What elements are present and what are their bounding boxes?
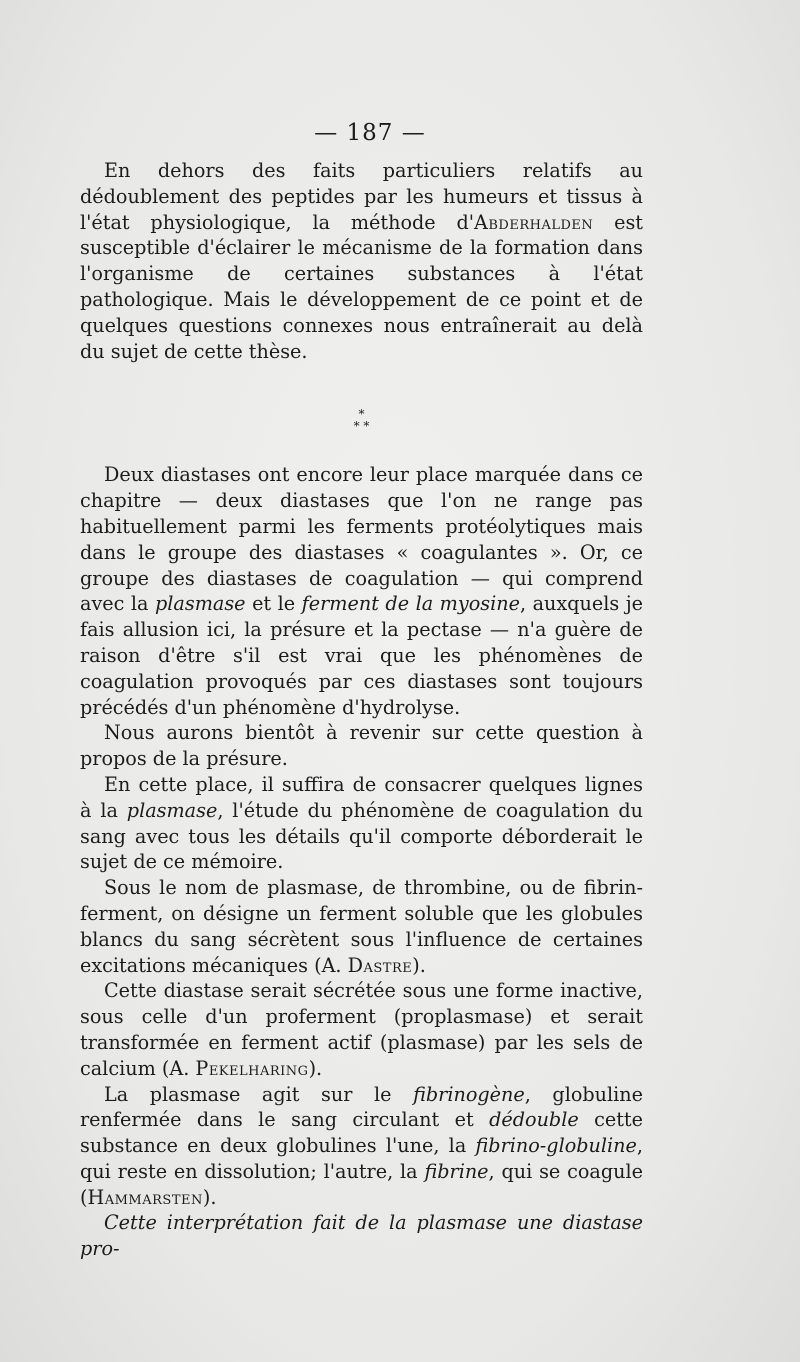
paragraph-3: Nous aurons bientôt à revenir sur cette question à propos de la présure. xyxy=(80,721,643,771)
paragraph-4: En cette place, il suffira de consacrer quelques lignes à la plasmase, l'étude du phénomène de coagulation du sang avec tous les détails qu'il comporte déborderait le sujet de ce mémoire. xyxy=(80,772,643,874)
paragraph-8: Cette interprétation fait de la plasmase une diastase pro- xyxy=(80,1211,643,1261)
body-text xyxy=(80,158,643,1262)
paragraph-6: Cette diastase serait sécrétée sous une forme inactive, sous celle d'un proferment (proplasmase) et serait transformée en ferment actif (plasmase) par les sels de calcium (A. Pekelharing). xyxy=(80,979,643,1080)
paragraph-5: Sous le nom de plasmase, de thrombine, ou de fibrin-ferment, on désigne un ferment soluble que les globules blancs du sang sécrètent sous l'influence de certaines excitations mécaniques (A. Dastre). xyxy=(80,876,643,977)
author-name: Pekelharing xyxy=(195,1056,309,1080)
paragraph-2: Deux diastases ont encore leur place marquée dans ce chapitre — deux diastases que l'on ne range pas habituellement parmi les ferments protéolytiques mais dans le groupe des diastases « coagulantes ». Or, ce groupe des diastases de coagulation — qui comprend avec la plasmase et le ferment de la myosine, auxquels je fais allusion ici, la présure et la pectase — n'a guère de raison d'être s'il est vrai que les phénomènes de coagulation provoqués par ces diastases sont toujours précédés d'un phénomène d'hydrolyse. xyxy=(80,463,644,719)
paragraph-1: En dehors des faits particuliers relatifs au dédoublement des peptides par les humeurs et tissus à l'état physiologique, la méthode d'Abderhalden est susceptible d'éclairer le mécanisme de la formation dans l'organisme de certaines substances à l'état pathologique. Mais le développement de ce point et de quelques questions connexes nous entraînerait au delà du sujet de cette thèse. xyxy=(80,159,643,363)
author-name: Abderhalden xyxy=(474,210,594,234)
author-name: Dastre xyxy=(347,953,413,977)
section-separator: * * * xyxy=(353,407,370,434)
paragraph-7: La plasmase agit sur le fibrinogène, globuline renfermée dans le sang circulant et dédouble cette substance en deux globulines l'une, la fibrino-globuline, qui reste en dissolution; l'autre, la fibrine, qui se coagule (Hammarsten). xyxy=(80,1082,644,1209)
page-number: — 187 — xyxy=(314,120,426,146)
author-name: Hammarsten xyxy=(87,1185,203,1209)
